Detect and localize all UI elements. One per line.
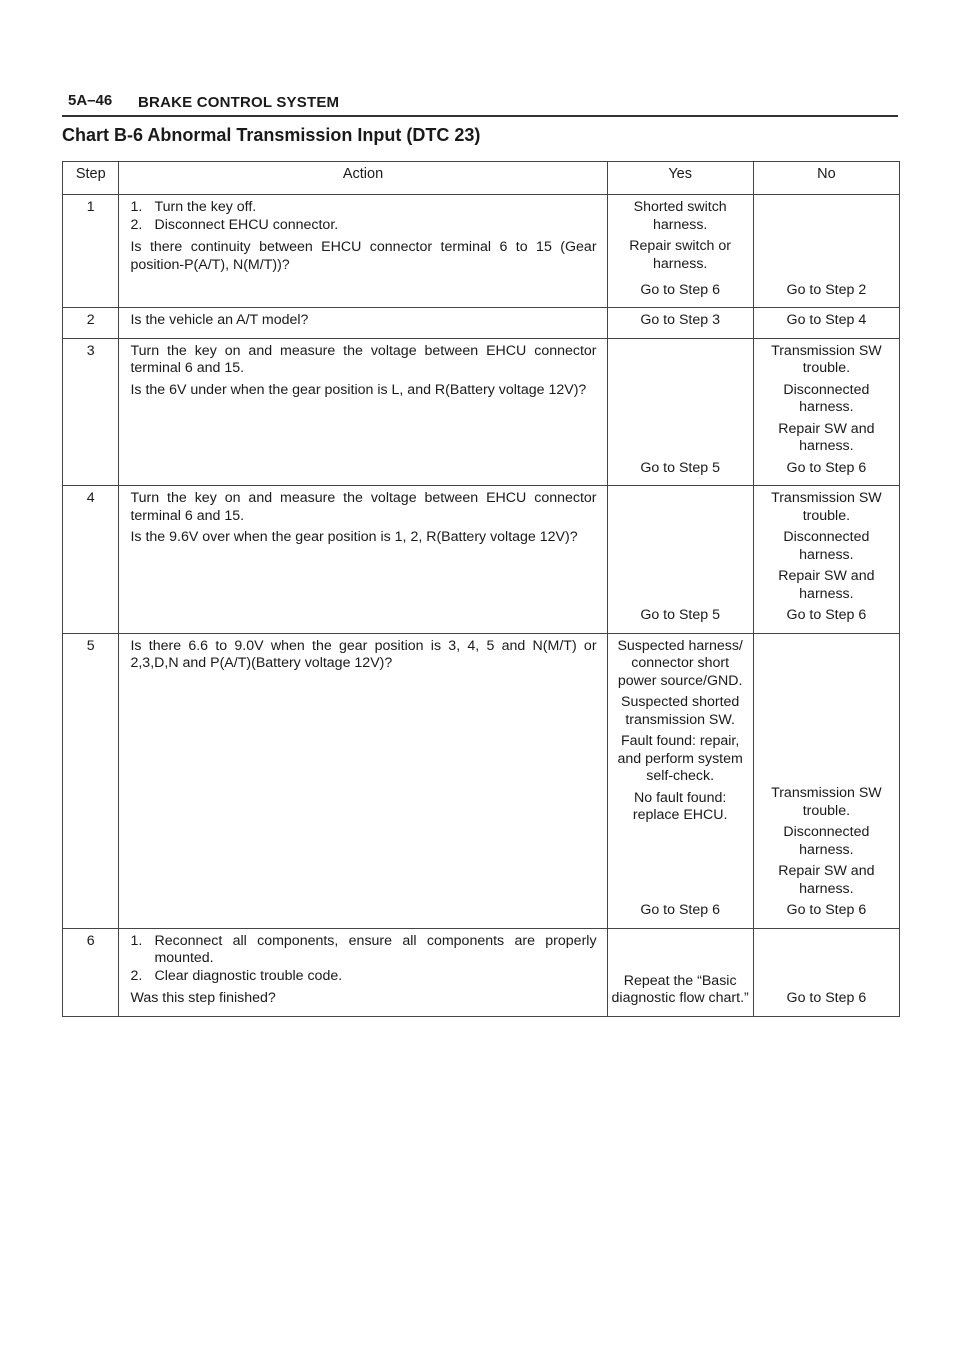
step-number: 1 [63,195,119,308]
yes-cell: Repeat the “Basic diagnostic flow chart.” [607,928,753,1016]
no-goto: Go to Step 2 [786,281,867,298]
page-number: 5A–46 [68,92,113,109]
header-action: Action [119,162,607,195]
action-list-item: 1. Reconnect all components, ensure all components are properly mounted. [130,932,597,966]
action-list-item: 1. Turn the key off. [130,199,257,215]
action-cell: Is the vehicle an A/T model? [119,308,607,339]
page-header [62,88,898,118]
no-cell: Go to Step 4 [753,308,899,339]
action-cell: Turn the key on and measure the voltage between EHCU connector terminal 6 and 15. Is the 6V under when the gear position is L, and R(Battery voltage 12V)? [119,338,607,486]
header-step: Step [63,162,119,195]
section-title: BRAKE CONTROL SYSTEM [138,94,340,111]
no-cell: Go to Step 6 [753,928,899,1016]
diagnostic-table [62,161,900,1017]
table-row [63,195,900,308]
action-cell: 1. Reconnect all components, ensure all components are properly mounted. 2. Clear diagnostic trouble code. Was this step finished? [119,928,607,1016]
action-cell: Is there 6.6 to 9.0V when the gear position is 3, 4, 5 and N(M/T) or 2,3,D,N and P(A/T)(Battery voltage 12V)? [119,633,607,928]
action-list-item: 2. Disconnect EHCU connector. [130,216,339,233]
action-list-item: 2. Clear diagnostic trouble code. [130,967,343,984]
table-row [63,928,900,1016]
action-cell [119,195,607,308]
no-cell: Transmission SW trouble. Disconnected harness. Repair SW and harness. Go to Step 6 [753,338,899,486]
header-rule [62,115,898,117]
yes-cell: Suspected harness/ connector short power source/GND. Suspected shorted transmission SW. Fault found: repair, and perform system self-check. No fault found: replace EHCU. Go to Step 6 [607,633,753,928]
table-header-row [63,162,900,195]
header-no: No [753,162,899,195]
yes-cell: Go to Step 5 [607,486,753,634]
yes-cell: Shorted switch harness. Repair switch or harness. Go to Step 6 [607,195,753,308]
yes-goto: Go to Step 6 [640,281,720,298]
step-number: 5 [63,633,119,928]
table-row [63,486,900,634]
yes-cell: Go to Step 3 [607,308,753,339]
yes-cell: Go to Step 5 [607,338,753,486]
no-cell: Transmission SW trouble. Disconnected harness. Repair SW and harness. Go to Step 6 [753,486,899,634]
table-row [63,308,900,339]
header-yes: Yes [607,162,753,195]
action-cell: Turn the key on and measure the voltage between EHCU connector terminal 6 and 15. Is the 9.6V over when the gear position is 1, 2, R(Battery voltage 12V)? [119,486,607,634]
table-row [63,338,900,486]
chart-title: Chart B-6 Abnormal Transmission Input (DTC 23) [62,125,481,145]
table-row [63,633,900,928]
step-number: 4 [63,486,119,634]
action-question: Is there continuity between EHCU connector terminal 6 to 15 (Gear position-P(A/T), N(M/T))? [130,239,597,273]
no-cell: Transmission SW trouble. Disconnected harness. Repair SW and harness. Go to Step 6 [753,633,899,928]
step-number: 3 [63,338,119,486]
step-number: 2 [63,308,119,339]
no-cell [753,195,899,308]
step-number: 6 [63,928,119,1016]
